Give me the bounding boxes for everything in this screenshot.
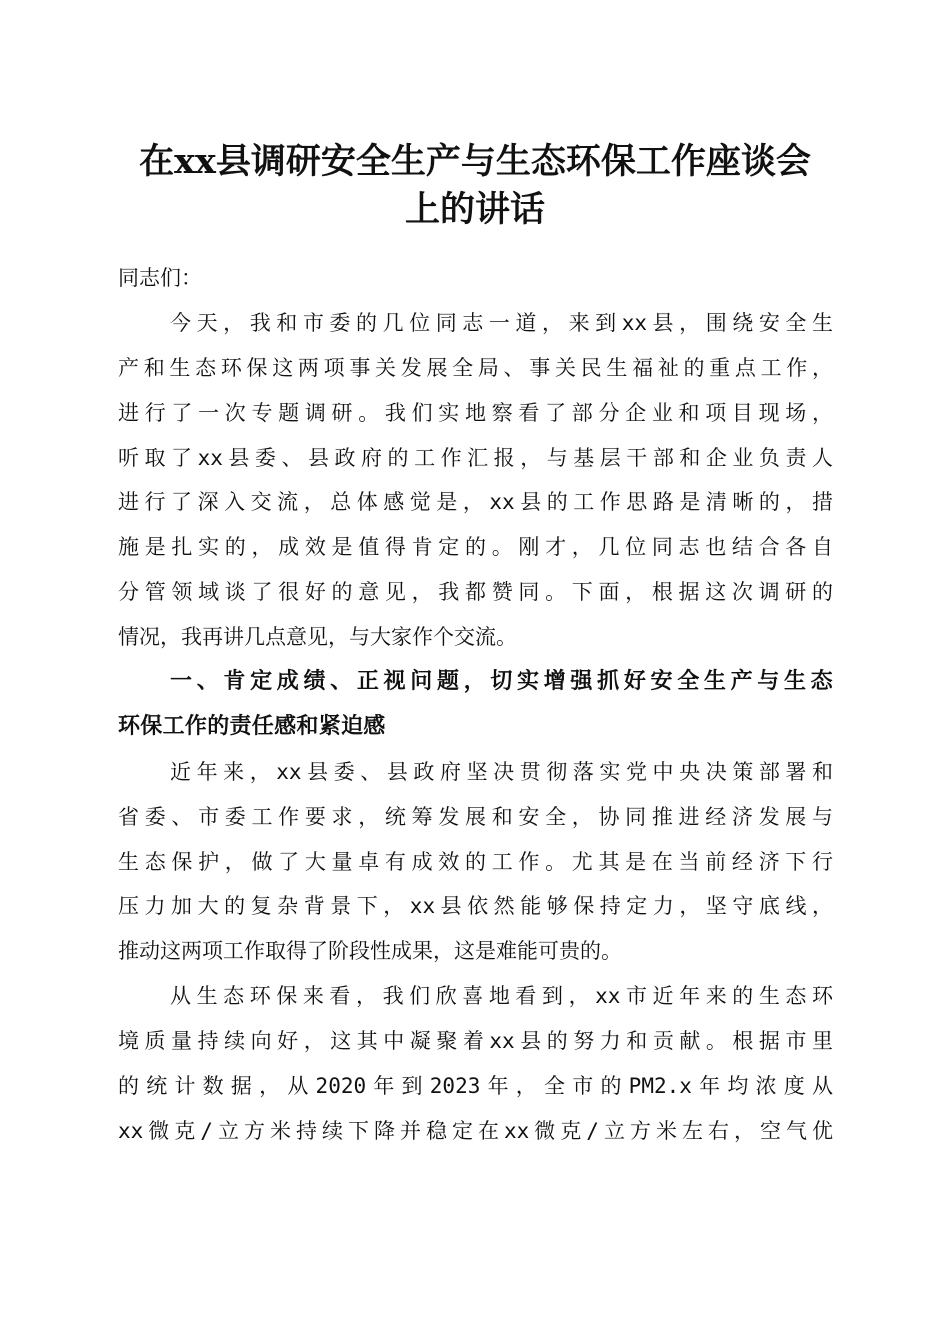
section-heading-1: [118, 660, 833, 750]
paragraph-line: 今天，我和市委的几位同志一道，来到xx县，围绕安全生: [170, 310, 833, 335]
paragraph-line: 从生态环保来看，我们欣喜地看到，xx市近年来的生态环: [170, 984, 833, 1009]
paragraph-line: 产和生态环保这两项事关发展全局、事关民生福祉的重点工作，: [118, 355, 833, 380]
heading-line: 环保工作的责任感和紧迫感: [118, 713, 386, 739]
paragraph-line: 境质量持续向好，这其中凝聚着xx县的努力和贡献。根据市里: [118, 1029, 833, 1054]
paragraph-line: 听取了xx县委、县政府的工作汇报，与基层干部和企业负责人: [118, 445, 833, 470]
paragraph-line: 推动这两项工作取得了阶段性成果，这是难能可贵的。: [118, 939, 622, 964]
paragraph-2: [118, 750, 833, 974]
paragraph-line: 施是扎实的，成效是值得肯定的。刚才，几位同志也结合各自: [118, 535, 833, 560]
paragraph-line: 进行了一次专题调研。我们实地察看了部分企业和项目现场，: [118, 400, 833, 425]
paragraph-line: 情况，我再讲几点意见，与大家作个交流。: [118, 625, 517, 650]
paragraph-1: [118, 301, 833, 660]
paragraph-line: 压力加大的复杂背景下，xx县依然能够保持定力，坚守底线，: [118, 894, 833, 919]
heading-line: 一、肯定成绩、正视问题，切实增强抓好安全生产与生态: [170, 669, 833, 695]
paragraph-3: [118, 974, 833, 1154]
document-title: [100, 138, 850, 234]
paragraph-line: 近年来，xx县委、县政府坚决贯彻落实党中央决策部署和: [170, 759, 833, 784]
paragraph-line: 生态保护，做了大量卓有成效的工作。尤其是在当前经济下行: [118, 849, 833, 874]
paragraph-line: xx微克/立方米持续下降并稳定在xx微克/立方米左右，空气优: [118, 1118, 833, 1143]
title-line-2: 上的讲话: [404, 189, 545, 230]
title-line-1: 在xx县调研安全生产与生态环保工作座谈会: [139, 141, 811, 182]
paragraph-line: 的统计数据，从2020年到2023年，全市的PM2.x年均浓度从: [118, 1074, 833, 1099]
paragraph-line: 分管领域谈了很好的意见，我都赞同。下面，根据这次调研的: [118, 580, 833, 605]
salutation: 同志们：: [118, 266, 202, 290]
paragraph-line: 进行了深入交流，总体感觉是，xx县的工作思路是清晰的，措: [118, 490, 833, 515]
document-body: [118, 256, 833, 1154]
paragraph-line: 省委、市委工作要求，统筹发展和安全，协同推进经济发展与: [118, 804, 833, 829]
